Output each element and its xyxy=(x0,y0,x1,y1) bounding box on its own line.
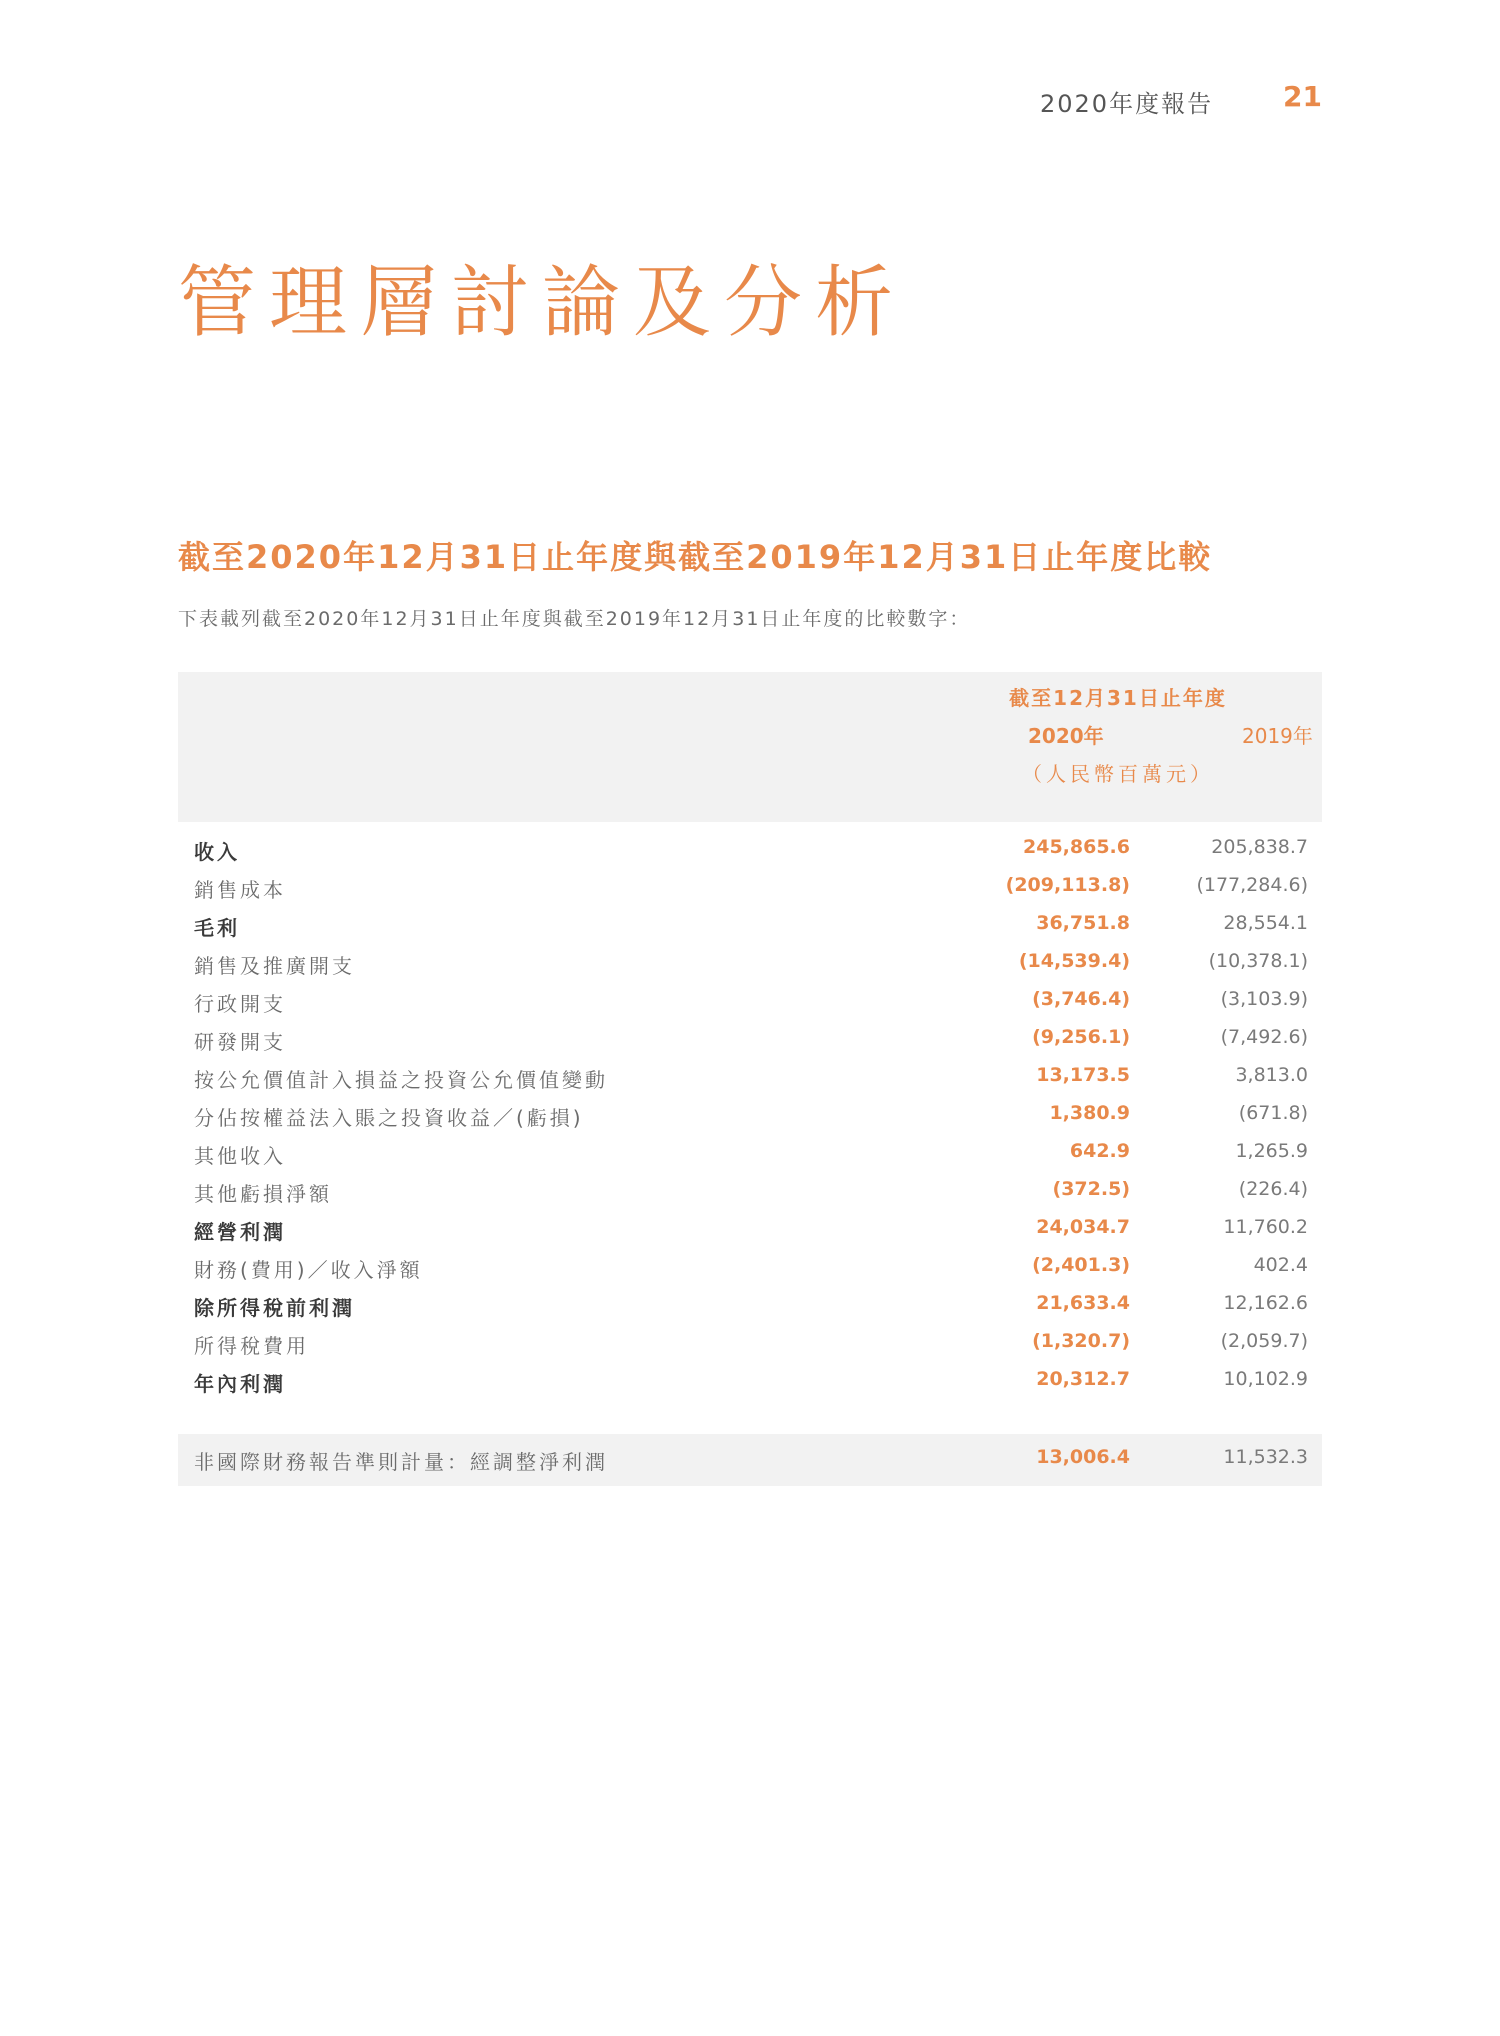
row-label: 其他虧損淨額 xyxy=(194,1182,332,1206)
value-2020: 13,173.5 xyxy=(1036,1064,1130,1086)
column-header-2019: 2019年 xyxy=(1242,724,1313,748)
row-label: 非國際財務報告準則計量：經調整淨利潤 xyxy=(194,1450,608,1474)
table-row xyxy=(178,942,1322,980)
row-label: 行政開支 xyxy=(194,992,286,1016)
table-row xyxy=(178,1246,1322,1284)
row-label: 收入 xyxy=(194,840,240,864)
row-label: 分佔按權益法入賬之投資收益／(虧損) xyxy=(194,1106,584,1130)
value-2019: (7,492.6) xyxy=(1220,1026,1308,1048)
table-row xyxy=(178,828,1322,866)
row-label: 毛利 xyxy=(194,916,240,940)
period-header: 截至12月31日止年度 xyxy=(1009,686,1227,710)
table-row xyxy=(178,1132,1322,1170)
table-row xyxy=(178,1208,1322,1246)
value-2020: 13,006.4 xyxy=(1036,1446,1130,1468)
value-2019: 12,162.6 xyxy=(1223,1292,1308,1314)
value-2020: (9,256.1) xyxy=(1032,1026,1130,1048)
value-2020: (14,539.4) xyxy=(1018,950,1130,972)
table-row xyxy=(178,1284,1322,1322)
financial-comparison-table xyxy=(178,672,1322,1486)
value-2019: (2,059.7) xyxy=(1220,1330,1308,1352)
table-row xyxy=(178,1322,1322,1360)
unit-label: （人民幣百萬元） xyxy=(1022,762,1214,786)
value-2019: (10,378.1) xyxy=(1208,950,1308,972)
value-2020: 642.9 xyxy=(1069,1140,1130,1162)
value-2019: 402.4 xyxy=(1253,1254,1308,1276)
table-row xyxy=(178,1360,1322,1398)
row-label: 經營利潤 xyxy=(194,1220,286,1244)
row-label: 研發開支 xyxy=(194,1030,286,1054)
table-row xyxy=(178,866,1322,904)
column-header-2020: 2020年 xyxy=(1028,724,1104,748)
value-2019: (226.4) xyxy=(1238,1178,1308,1200)
adjusted-net-profit-row xyxy=(178,1434,1322,1486)
value-2020: 245,865.6 xyxy=(1023,836,1130,858)
table-row xyxy=(178,904,1322,942)
table-row xyxy=(178,1094,1322,1132)
value-2019: (3,103.9) xyxy=(1220,988,1308,1010)
table-row xyxy=(178,1056,1322,1094)
value-2019: 3,813.0 xyxy=(1235,1064,1308,1086)
value-2020: (209,113.8) xyxy=(1005,874,1130,896)
report-title: 2020年度報告 xyxy=(1040,90,1214,118)
value-2019: 205,838.7 xyxy=(1211,836,1308,858)
row-label: 除所得稅前利潤 xyxy=(194,1296,355,1320)
value-2019: 1,265.9 xyxy=(1235,1140,1308,1162)
value-2020: 1,380.9 xyxy=(1049,1102,1130,1124)
table-row xyxy=(178,980,1322,1018)
value-2020: 21,633.4 xyxy=(1036,1292,1130,1314)
row-label: 銷售成本 xyxy=(194,878,286,902)
row-label: 年內利潤 xyxy=(194,1372,286,1396)
page-number: 21 xyxy=(1283,80,1322,113)
value-2019: 28,554.1 xyxy=(1223,912,1308,934)
section-heading: 截至2020年12月31日止年度與截至2019年12月31日止年度比較 xyxy=(178,538,1213,576)
table-row xyxy=(178,1018,1322,1056)
value-2019: 10,102.9 xyxy=(1223,1368,1308,1390)
value-2020: 20,312.7 xyxy=(1036,1368,1130,1390)
row-label: 所得稅費用 xyxy=(194,1334,309,1358)
value-2020: (372.5) xyxy=(1052,1178,1130,1200)
page-title: 管理層討論及分析 xyxy=(178,258,907,348)
row-label: 按公允價值計入損益之投資公允價值變動 xyxy=(194,1068,608,1092)
value-2019: (671.8) xyxy=(1238,1102,1308,1124)
value-2020: 36,751.8 xyxy=(1036,912,1130,934)
value-2020: (3,746.4) xyxy=(1032,988,1130,1010)
row-label: 財務(費用)／收入淨額 xyxy=(194,1258,423,1282)
row-label: 銷售及推廣開支 xyxy=(194,954,355,978)
table-row xyxy=(178,1170,1322,1208)
value-2020: (1,320.7) xyxy=(1032,1330,1130,1352)
intro-text: 下表載列截至2020年12月31日止年度與截至2019年12月31日止年度的比較數字： xyxy=(178,608,971,630)
running-header xyxy=(1040,80,1330,120)
value-2020: (2,401.3) xyxy=(1032,1254,1130,1276)
row-label: 其他收入 xyxy=(194,1144,286,1168)
value-2019: (177,284.6) xyxy=(1196,874,1308,896)
value-2019: 11,532.3 xyxy=(1223,1446,1308,1468)
value-2019: 11,760.2 xyxy=(1223,1216,1308,1238)
table-header xyxy=(178,672,1322,822)
table-body xyxy=(178,822,1322,1398)
value-2020: 24,034.7 xyxy=(1036,1216,1130,1238)
